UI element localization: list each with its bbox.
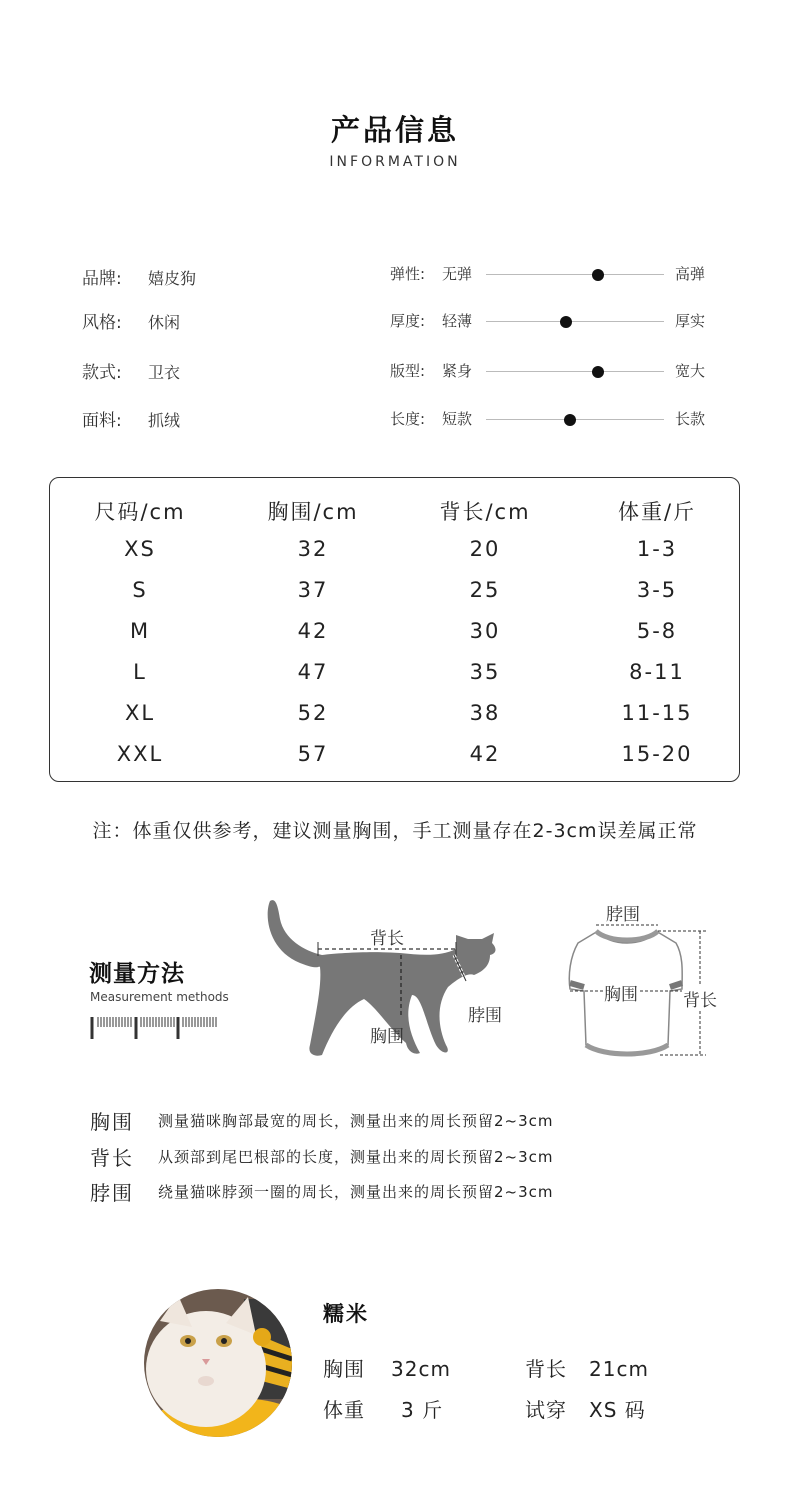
- attr-label: 款式:: [82, 363, 122, 383]
- shirt-label-neck: 脖围: [606, 905, 640, 925]
- table-header-cell: 体重/斤: [617, 500, 697, 524]
- attr-label: 风格:: [82, 313, 122, 333]
- scale-name: 厚度:: [390, 312, 426, 330]
- model-stat-value: 3 斤: [401, 1398, 444, 1422]
- cat-photo: [144, 1289, 292, 1437]
- table-cell: 15-20: [621, 742, 693, 766]
- definition-desc: 从颈部到尾巴根部的长度，测量出来的周长预留2~3cm: [158, 1148, 554, 1166]
- table-cell: 1-3: [636, 537, 678, 561]
- scale-track: [486, 321, 664, 322]
- table-header-cell: 胸围/cm: [267, 500, 359, 524]
- model-stat-weight: [323, 1394, 443, 1423]
- definition-desc: 绕量猫咪脖颈一圈的周长，测量出来的周长预留2~3cm: [158, 1183, 554, 1201]
- scale-track: [486, 274, 664, 275]
- table-cell: 42: [297, 619, 329, 643]
- attr-value: 休闲: [148, 313, 181, 332]
- model-stat-value: 21cm: [589, 1357, 649, 1381]
- table-cell: 37: [297, 578, 329, 602]
- method-subtitle: Measurement methods: [90, 990, 229, 1004]
- size-note: 注：体重仅供参考，建议测量胸围，手工测量存在2-3cm误差属正常: [92, 820, 698, 842]
- model-avatar: [144, 1289, 292, 1437]
- model-stat-back: [525, 1353, 649, 1382]
- table-cell: 35: [469, 660, 501, 684]
- table-cell: 25: [469, 578, 501, 602]
- definition-back: [90, 1142, 554, 1171]
- cat-label-chest: 胸围: [370, 1027, 404, 1047]
- attr-type: [82, 358, 180, 383]
- table-cell: S: [132, 578, 148, 602]
- scale-high: 长款: [675, 410, 706, 428]
- scale-marker: [592, 366, 604, 378]
- definition-term: 背长: [90, 1146, 134, 1170]
- model-stat-value: 32cm: [391, 1357, 451, 1381]
- scale-high: 厚实: [675, 312, 706, 330]
- table-cell: 57: [297, 742, 329, 766]
- table-cell: 38: [469, 701, 501, 725]
- table-cell: 11-15: [621, 701, 693, 725]
- scale-track: [486, 371, 664, 372]
- attr-label: 面料:: [82, 411, 122, 431]
- scale-low: 紧身: [442, 362, 473, 380]
- scale-length: [390, 408, 720, 432]
- scale-marker: [564, 414, 576, 426]
- attr-style: [82, 308, 180, 333]
- cat-label-back: 背长: [370, 929, 404, 949]
- scale-high: 高弹: [675, 265, 706, 283]
- definition-term: 脖围: [90, 1181, 134, 1205]
- shirt-label-chest: 胸围: [604, 980, 638, 1005]
- definition-neck: [90, 1177, 554, 1206]
- page-title: 产品信息: [330, 113, 459, 147]
- attr-value: 抓绒: [148, 411, 181, 430]
- attr-fabric: [82, 406, 180, 431]
- table-row: [50, 578, 739, 612]
- attr-value: 嬉皮狗: [148, 269, 197, 288]
- scale-name: 长度:: [390, 410, 426, 428]
- ruler-icon: [90, 1013, 220, 1039]
- table-row: [50, 701, 739, 735]
- scale-name: 版型:: [390, 362, 426, 380]
- table-cell: M: [129, 619, 151, 643]
- scale-low: 轻薄: [442, 312, 473, 330]
- cat-label-neck: 脖围: [468, 1006, 502, 1026]
- scale-low: 无弹: [442, 265, 473, 283]
- scale-marker: [592, 269, 604, 281]
- scale-marker: [560, 316, 572, 328]
- scale-fit: [390, 360, 720, 384]
- shirt-label-back: 背长: [683, 986, 717, 1011]
- table-row: [50, 537, 739, 571]
- table-cell: 42: [469, 742, 501, 766]
- table-header-cell: 尺码/cm: [94, 500, 186, 524]
- table-cell: 30: [469, 619, 501, 643]
- definition-term: 胸围: [90, 1110, 134, 1134]
- table-cell: 8-11: [629, 660, 685, 684]
- table-cell: 32: [297, 537, 329, 561]
- shirt-measure-diagram: [560, 895, 720, 1065]
- scale-low: 短款: [442, 410, 473, 428]
- table-row: [50, 619, 739, 653]
- scale-elasticity: [390, 263, 720, 287]
- table-cell: 5-8: [636, 619, 678, 643]
- table-cell: XXL: [116, 742, 164, 766]
- table-cell: 47: [297, 660, 329, 684]
- model-stat-key: 体重: [323, 1398, 365, 1422]
- model-stat-key: 试穿: [525, 1398, 567, 1422]
- model-stat-value: XS 码: [589, 1398, 646, 1422]
- table-row: [50, 742, 739, 776]
- definition-chest: [90, 1106, 554, 1135]
- attr-brand: [82, 264, 196, 289]
- model-stat-key: 胸围: [323, 1357, 365, 1381]
- table-cell: XL: [124, 701, 156, 725]
- scale-thickness: [390, 310, 720, 334]
- model-stat-size: [525, 1394, 646, 1423]
- scale-name: 弹性:: [390, 265, 426, 283]
- table-cell: 3-5: [636, 578, 678, 602]
- page-subtitle: INFORMATION: [329, 154, 461, 170]
- model-name: 糯米: [323, 1302, 369, 1326]
- table-header-cell: 背长/cm: [439, 500, 531, 524]
- model-stat-key: 背长: [525, 1357, 567, 1381]
- attr-label: 品牌:: [82, 269, 122, 289]
- table-cell: 20: [469, 537, 501, 561]
- attr-value: 卫衣: [148, 363, 181, 382]
- model-stat-chest: [323, 1353, 451, 1382]
- table-row: [50, 660, 739, 694]
- table-cell: XS: [124, 537, 156, 561]
- table-cell: L: [133, 660, 147, 684]
- method-title: 测量方法: [89, 961, 185, 987]
- scale-high: 宽大: [675, 362, 706, 380]
- table-cell: 52: [297, 701, 329, 725]
- definition-desc: 测量猫咪胸部最宽的周长，测量出来的周长预留2~3cm: [158, 1112, 554, 1130]
- size-table: [49, 477, 740, 782]
- table-header-row: [50, 496, 739, 530]
